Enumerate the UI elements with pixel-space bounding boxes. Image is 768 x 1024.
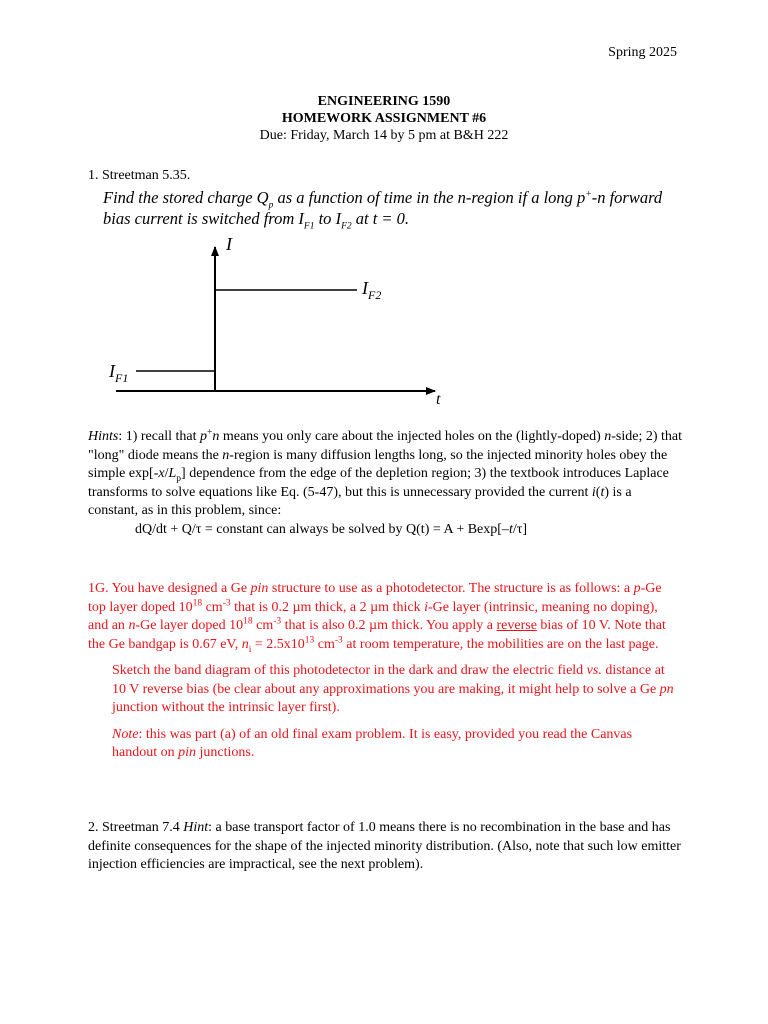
if2-label: $I_{F2}$ [362, 278, 382, 302]
problem-1g-statement: 1G. You have designed a Ge pin structure to use as a photodetector. The structure is as follows: a p-Ge top layer doped $10^{18}$ $cm^{-3}$ that is 0.2 µm thick, a 2 µm thick i-Ge layer (intrinsic, meaning no doping), and an n-Ge layer doped $10^{18}$ $cm^{-3}$ that is also 0.2 µm thick. You apply a reverse bias of 10 V. Note that the Ge bandgap is 0.67 eV, $n_i = 2.5x10^{13}$ $cm^{-3}$ at room temperature, the mobilities are on the last page. [88, 581, 666, 655]
problem-1g-note: Note: this was part (a) of an old final exam problem. It is easy, provided you read the Canvas handout on pin junctions. [112, 726, 633, 760]
problem-1g-task: Sketch the band diagram of this photodetector in the dark and draw the electric field vs. distance at 10 V reverse bias (be clear about any approximations you are making, it might help to solve a Ge pn junction without the intrinsic layer first). [112, 663, 674, 715]
time-axis-label: t [436, 391, 441, 408]
solution-equation: dQ/dt + Q/τ = constant can always be solved by Q(t) = A + Bexp[–t/τ] [135, 521, 528, 537]
problem-1-statement: Find the stored charge $Q_p$ as a function of time in the n-region if a long p+-n forward bias current is switched from $I_{F1}$ to $I_{F2}$ at t = 0. [103, 188, 663, 232]
problem-1g [88, 580, 680, 763]
problem-1-label: 1. Streetman 5.35. [88, 168, 191, 183]
problem-1-hints: Hints: 1) recall that p+n means you only care about the injected holes on the (lightly-doped) n-side; 2) that "long" diode means the n-region is many diffusion lengths long, so the injected minority holes obey the simple $\exp[-x/L_p]$ dependence from the edge of the depletion region; 3) the textbook introduces Laplace transforms to solve equations like Eq. (5-47), but this is unnecessary provided the current i(t) is a constant, as in this problem, since: dQ/dt + Q/τ = constant can always be solved by Q(t) = A + Bexp[–t/τ] [88, 428, 683, 539]
problem-2: 2. Streetman 7.4 Hint: a base transport factor of 1.0 means there is no recombination in the base and has definite consequences for the shape of the injected minority distribution. (Also, note that such low emitter injection efficiencies are impractical, see the next problem). [88, 820, 681, 872]
if1-label: $I_{F1}$ [109, 361, 129, 385]
current-axis-label: I [226, 234, 232, 254]
course-title: ENGINEERING 1590 [317, 94, 451, 109]
assignment-title: HOMEWORK ASSIGNMENT #6 [281, 111, 487, 126]
semester-label: Spring 2025 [608, 45, 677, 60]
due-date: Due: Friday, March 14 by 5 pm at B&H 222 [259, 128, 509, 143]
